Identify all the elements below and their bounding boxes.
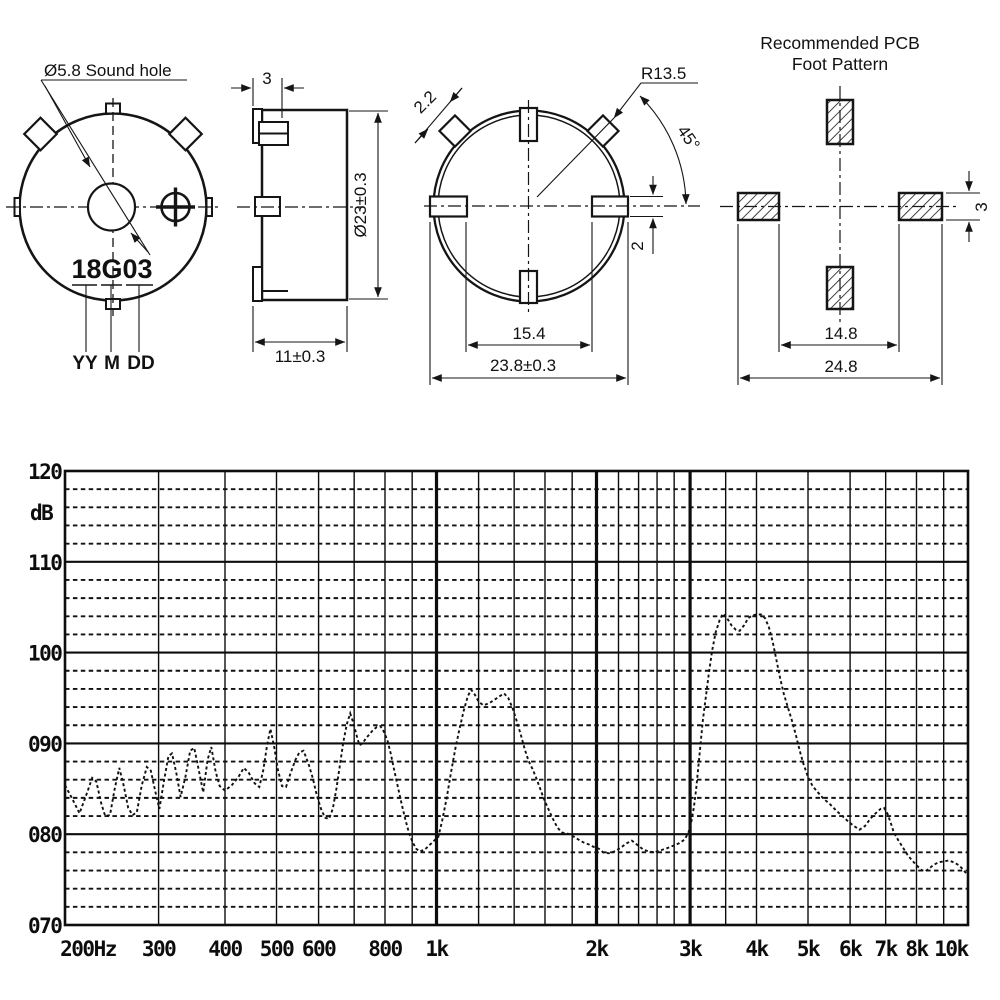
y-tick-label: 110 [28, 550, 62, 575]
svg-text:2.2: 2.2 [410, 87, 441, 118]
date-legend-dd: DD [127, 353, 155, 374]
x-tick-label: 6k [838, 937, 862, 961]
svg-text:24.8: 24.8 [824, 357, 858, 376]
y-tick-label: 100 [28, 641, 62, 666]
side-view [231, 69, 388, 366]
front-view [6, 61, 220, 374]
svg-text:45°: 45° [673, 121, 704, 154]
svg-text:15.4: 15.4 [512, 324, 546, 343]
svg-text:Ø23±0.3: Ø23±0.3 [351, 172, 370, 238]
dim-diameter [349, 111, 388, 299]
x-tick-label: 800 [368, 937, 402, 961]
y-tick-label: 070 [28, 914, 62, 938]
frequency-response-chart [28, 460, 970, 961]
svg-text:11±0.3: 11±0.3 [274, 347, 326, 366]
pcb-pad-bottom [827, 267, 853, 309]
svg-text:14.8: 14.8 [824, 324, 858, 343]
bottom-view [410, 64, 704, 385]
date-legend-yy: YY [72, 353, 98, 374]
x-tick-label: 1k [425, 937, 448, 961]
bottom-flange [253, 267, 262, 301]
sound-hole [88, 184, 135, 231]
pcb-pad-left [738, 193, 779, 220]
y-tick-label: 120 [28, 460, 62, 484]
dim-angle [640, 96, 704, 204]
x-tick-label: 7k [874, 937, 897, 961]
dim-pad-height [946, 171, 991, 242]
x-tick-label: 2k [585, 937, 608, 961]
y-tick-label: 080 [28, 823, 62, 848]
x-tick-label: 300 [141, 937, 176, 961]
x-tick-label: 8k [905, 937, 928, 961]
x-tick-label: 600 [301, 937, 336, 961]
x-tick-label: 10k [934, 937, 968, 961]
pcb-foot-pattern [720, 33, 991, 385]
pcb-pad-top [827, 100, 853, 144]
svg-text:23.8±0.3: 23.8±0.3 [489, 356, 557, 375]
y-tick-label: 090 [28, 732, 62, 757]
date-legend-m: M [104, 353, 120, 374]
svg-text:3: 3 [972, 202, 991, 212]
pcb-title-line1: Recommended PCB [760, 33, 920, 53]
svg-text:3: 3 [262, 69, 272, 88]
pcb-pad-right [899, 193, 942, 220]
svg-text:2: 2 [628, 241, 647, 251]
date-code: 18G03 [71, 254, 153, 284]
x-tick-label: 200Hz [60, 937, 116, 961]
y-axis-unit-label: dB [30, 501, 53, 525]
svg-text:R13.5: R13.5 [641, 64, 687, 83]
sound-hole-label: Ø5.8 Sound hole [44, 61, 172, 80]
x-tick-label: 5k [796, 937, 820, 961]
x-tick-label: 3k [678, 937, 702, 961]
chart-border [65, 471, 968, 925]
dim-pad-height [628, 176, 663, 254]
x-tick-label: 4k [745, 937, 768, 961]
pcb-title-line2: Foot Pattern [791, 54, 889, 74]
x-tick-label: 500 [259, 937, 294, 961]
dim-height [253, 306, 347, 366]
x-tick-label: 400 [208, 937, 242, 961]
